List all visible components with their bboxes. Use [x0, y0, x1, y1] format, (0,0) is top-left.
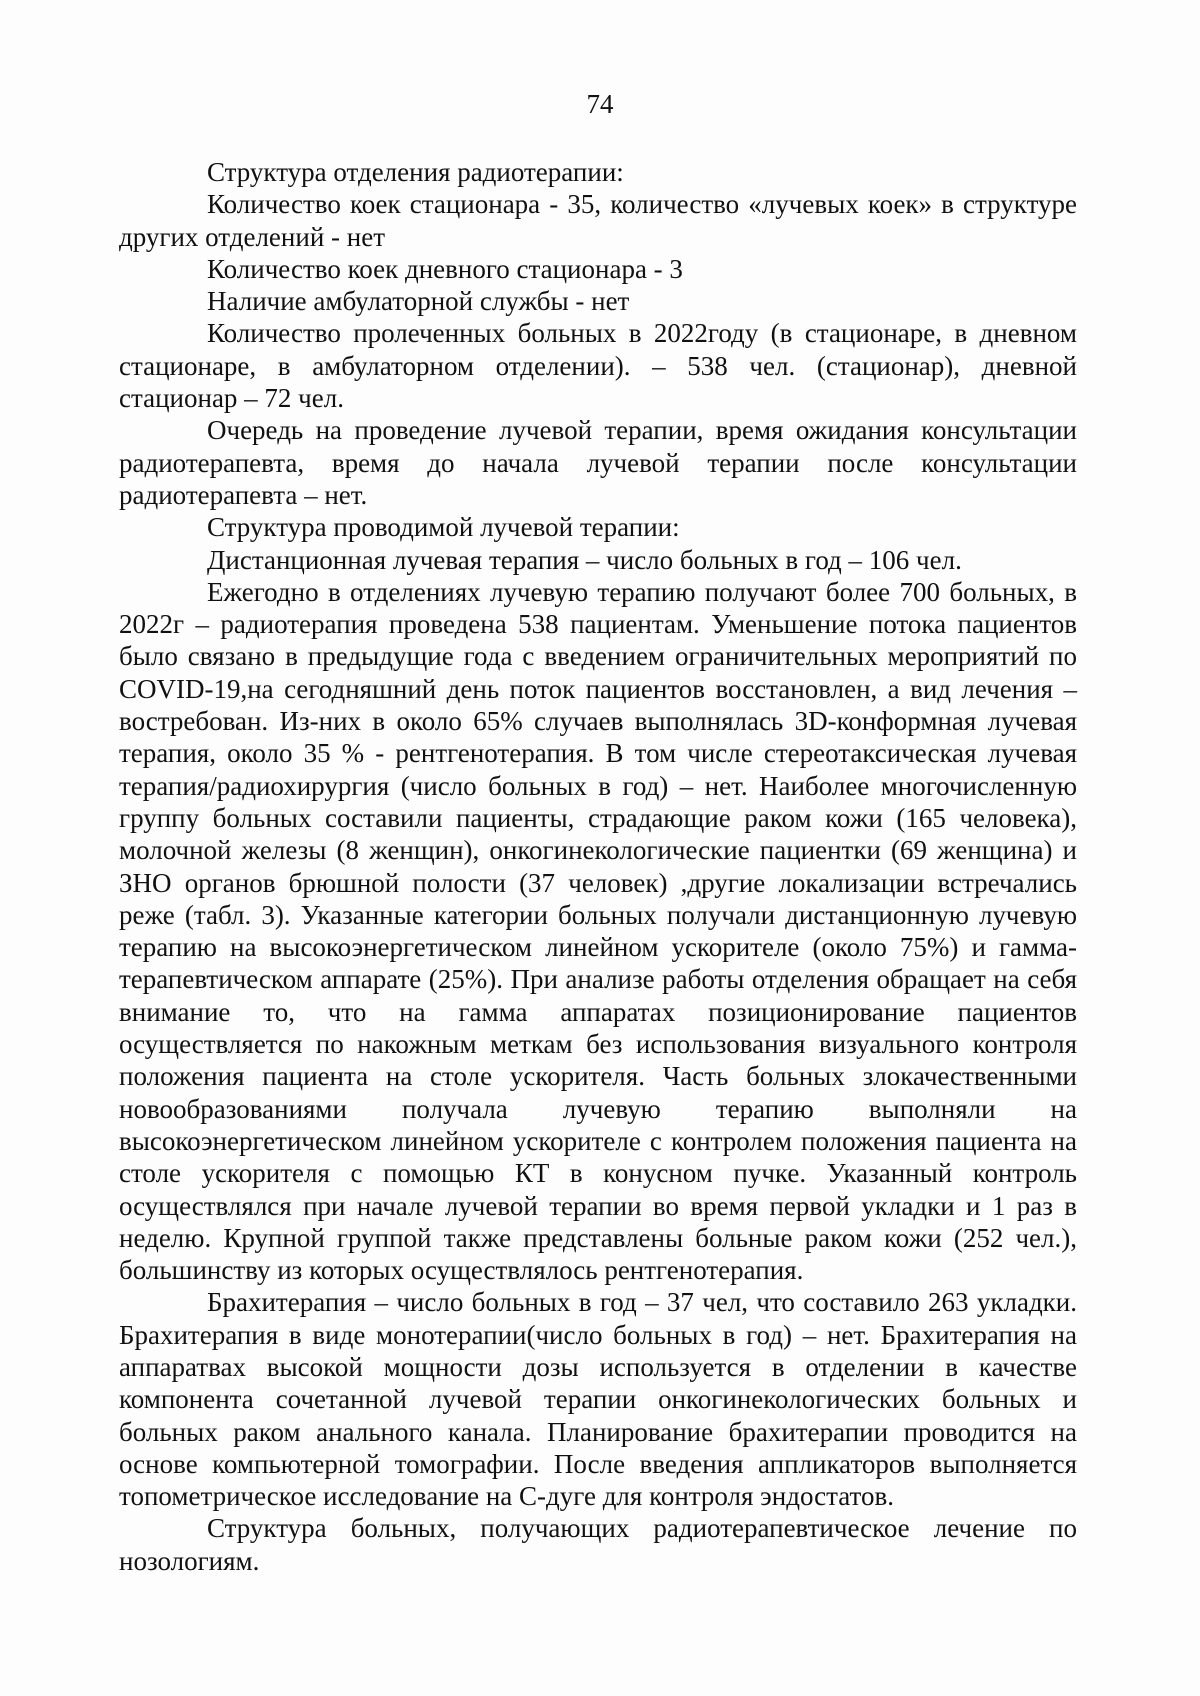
paragraph-day-beds: Количество коек дневного стационара - 3 [207, 253, 683, 284]
paragraph-brachytherapy: Брахитерапия – число больных в год – 37 чел, что составило 263 укладки. Брахитерапия в виде монотерапии(число больных в год) – нет. Брахитерапия на аппаратвах высокой мощности дозы используется в отделении в качестве компонента сочетанной лучевой терапии онкогинекологических больных и больных раком анального канала. Планирование брахитерапии проводится на основе компьютерной томографии. После введения аппликаторов выполняется топометрическое исследование на С-дуге для контроля эндостатов. [119, 1287, 1077, 1512]
paragraph-nosology: Структура больных, получающих радиотерапевтическое лечение по нозологиям. [119, 1513, 1077, 1576]
paragraph-annual-summary: Ежегодно в отделениях лучевую терапию получают более 700 больных, в 2022г – радиотерапия проведена 538 пациентам. Уменьшение потока пациентов было связано в предыдущие года с введением ограничительных мероприятий по COVID-19,на сегодняшний день поток пациентов восстановлен, а вид лечения – востребован. Из-них в около 65% случаев выполнялась 3D-конформная лучевая терапия, около 35 % - рентгенотерапия. В том числе стереотаксическая лучевая терапия/радиохирургия (число больных в год) – нет. Наиболее многочисленную группу больных составили пациенты, страдающие раком кожи (165 человека), молочной железы (8 женщин), онкогинекологические пациентки (69 женщина) и ЗНО органов брюшной полости (37 человек) ,другие локализации встречались реже (табл. 3). Указанные категории больных получали дистанционную лучевую терапию на высокоэнергетическом линейном ускорителе (около 75%) и гамма-терапевтическом аппарате (25%). При анализе работы отделения обращает на себя внимание то, что на гамма аппаратах позиционирование пациентов осуществляется по накожным меткам без использования визуального контроля положения пациента на столе ускорителя. Часть больных злокачественными новообразованиями получала лучевую терапию выполняли на высокоэнергетическом линейном ускорителе с контролем положения пациента на столе ускорителя с помощью КТ в конусном пучке. Указанный контроль осуществлялся при начале лучевой терапии во время первой укладки и 1 раз в неделю. Крупной группой также представлены больные раком кожи (252 чел.), большинству из которых осуществлялось рентгенотерапия. [119, 576, 1077, 1286]
paragraph-outpatient: Наличие амбулаторной службы - нет [207, 286, 630, 317]
paragraph-section-heading: Структура отделения радиотерапии: [207, 157, 624, 187]
paragraph-beds: Количество коек стационара - 35, количество «лучевых коек» в структуре других отделений - нет [119, 189, 1077, 252]
paragraph-queue: Очередь на проведение лучевой терапии, время ожидания консультации радиотерапевта, время до начала лучевой терапии после консультации радиотерапевта – нет. [119, 415, 1077, 510]
body-text [119, 156, 1077, 1577]
paragraph-external-beam: Дистанционная лучевая терапия – число больных в год – 106 чел. [207, 544, 962, 575]
paragraph-treated-patients: Количество пролеченных больных в 2022году (в стационаре, в дневном стационаре, в амбулаторном отделении). – 538 чел. (стационар), дневной стационар – 72 чел. [119, 318, 1077, 414]
page-number: 74 [586, 89, 614, 119]
paragraph-therapy-structure: Структура проводимой лучевой терапии: [207, 512, 680, 543]
